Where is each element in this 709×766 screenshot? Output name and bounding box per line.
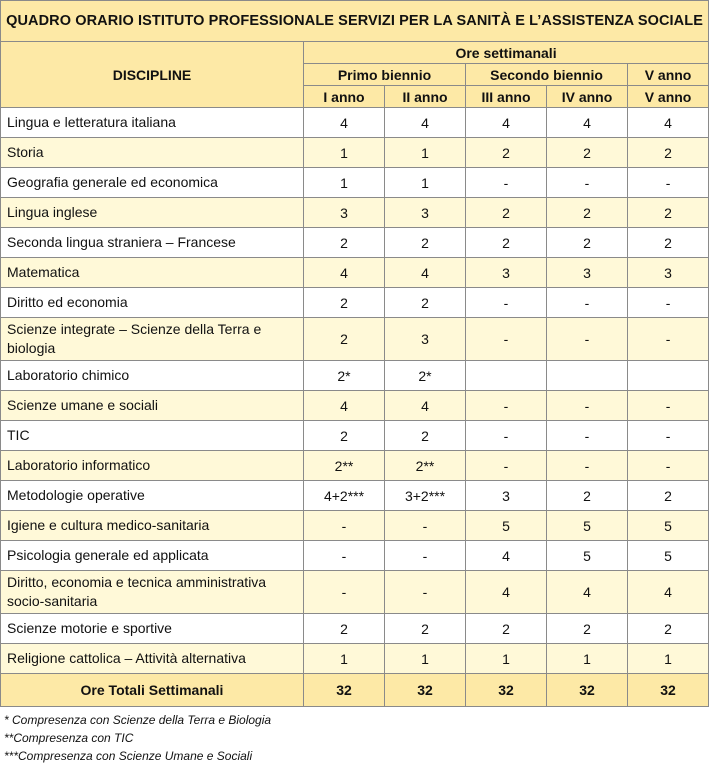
discipline-name: TIC [1,421,304,451]
hours-cell: 1 [385,168,466,198]
hours-cell: 2 [547,481,628,511]
hours-cell: 2 [547,228,628,258]
footnote: ***Compresenza con Scienze Umane e Sociali [4,749,253,763]
table-row [1,614,709,644]
table-row [1,571,709,614]
hours-cell: 2 [466,198,547,228]
discipline-name: Lingua inglese [1,198,304,228]
hours-cell: 2 [385,614,466,644]
discipline-name: Laboratorio chimico [1,361,304,391]
hours-cell: 1 [547,644,628,674]
hours-cell: - [628,451,709,481]
hours-cell: 2 [628,481,709,511]
year-header-2: II anno [385,86,466,108]
table-row [1,138,709,168]
hours-cell: 3 [385,198,466,228]
discipline-name: Storia [1,138,304,168]
year-header-3: III anno [466,86,547,108]
total-hours-cell: 32 [547,674,628,707]
hours-cell: 2 [304,421,385,451]
discipline-name: Lingua e letteratura italiana [1,108,304,138]
table-row [1,481,709,511]
hours-cell: 4 [466,108,547,138]
total-hours-cell: 32 [385,674,466,707]
hours-cell: 1 [385,138,466,168]
hours-cell: - [466,288,547,318]
timetable-body [1,108,709,707]
discipline-name: Diritto ed economia [1,288,304,318]
hours-cell: 4 [385,391,466,421]
hours-cell: 1 [304,138,385,168]
hours-cell: 5 [547,541,628,571]
discipline-name: Geografia generale ed economica [1,168,304,198]
total-row [1,674,709,707]
hours-cell: - [466,451,547,481]
table-row [1,228,709,258]
hours-cell: 1 [304,644,385,674]
discipline-name: Laboratorio informatico [1,451,304,481]
hours-cell: 2 [547,198,628,228]
hours-cell: 1 [628,644,709,674]
hours-cell: 4 [628,571,709,614]
hours-cell: 5 [628,511,709,541]
hours-cell: 3 [628,258,709,288]
group-header-v-anno: V anno [628,64,709,86]
hours-cell: 4 [304,108,385,138]
table-row [1,511,709,541]
hours-cell: 1 [466,644,547,674]
hours-cell: 2 [304,228,385,258]
discipline-name: Psicologia generale ed applicata [1,541,304,571]
table-row [1,108,709,138]
hours-cell: 2 [628,138,709,168]
hours-cell: 2** [385,451,466,481]
table-row [1,391,709,421]
hours-cell: 4 [304,258,385,288]
table-row [1,541,709,571]
hours-cell: 2 [385,288,466,318]
hours-cell: 4 [304,391,385,421]
hours-cell: 5 [547,511,628,541]
hours-cell: - [628,168,709,198]
hours-cell [547,361,628,391]
hours-cell: 4 [547,571,628,614]
hours-cell: - [466,421,547,451]
hours-cell: 2* [304,361,385,391]
footnote: **Compresenza con TIC [4,731,134,745]
hours-cell: 3 [385,318,466,361]
year-header-1: I anno [304,86,385,108]
hours-cell: 2 [547,614,628,644]
hours-cell: 1 [385,644,466,674]
hours-cell: 1 [304,168,385,198]
discipline-name: Seconda lingua straniera – Francese [1,228,304,258]
hours-cell: - [547,318,628,361]
group-header-primo-biennio: Primo biennio [304,64,466,86]
table-row [1,258,709,288]
table-title: QUADRO ORARIO ISTITUTO PROFESSIONALE SERVIZI PER LA SANITÀ E L’ASSISTENZA SOCIALE [1,1,709,42]
hours-cell: 2 [385,421,466,451]
hours-cell: 4 [628,108,709,138]
hours-cell: 4 [385,258,466,288]
year-header-5: V anno [628,86,709,108]
hours-cell: - [547,288,628,318]
hours-cell: 4 [547,108,628,138]
hours-cell: - [466,391,547,421]
hours-cell: 4 [466,541,547,571]
hours-cell: - [304,511,385,541]
hours-cell: 3 [547,258,628,288]
footnote: * Compresenza con Scienze della Terra e Biologia [4,713,272,727]
hours-cell: 4 [385,108,466,138]
hours-cell: - [547,391,628,421]
table-row [1,288,709,318]
hours-cell: 3 [466,258,547,288]
hours-cell: 2 [628,198,709,228]
table-row [1,168,709,198]
total-hours-cell: 32 [628,674,709,707]
hours-cell: 2 [385,228,466,258]
hours-cell: - [628,391,709,421]
hours-cell: 2 [628,614,709,644]
discipline-name: Igiene e cultura medico-sanitaria [1,511,304,541]
hours-cell: - [385,541,466,571]
table-row [1,361,709,391]
discipline-name: Matematica [1,258,304,288]
hours-cell: 4 [466,571,547,614]
hours-cell: 2 [466,614,547,644]
total-label: Ore Totali Settimanali [1,674,304,707]
total-hours-cell: 32 [466,674,547,707]
hours-cell: - [304,571,385,614]
discipline-header: DISCIPLINE [1,42,304,108]
hours-cell [628,361,709,391]
hours-cell: 3 [466,481,547,511]
discipline-name: Scienze integrate – Scienze della Terra e biologia [1,318,304,361]
table-row [1,451,709,481]
footnotes [0,707,709,765]
hours-cell [466,361,547,391]
table-row [1,318,709,361]
hours-cell: - [466,318,547,361]
hours-cell: - [628,288,709,318]
hours-cell: - [547,421,628,451]
table-row [1,644,709,674]
hours-cell: 2* [385,361,466,391]
hours-cell: 2 [466,138,547,168]
hours-cell: - [547,168,628,198]
hours-cell: 2 [547,138,628,168]
hours-cell: - [547,451,628,481]
total-hours-cell: 32 [304,674,385,707]
hours-cell: 2 [304,318,385,361]
hours-cell: 4+2*** [304,481,385,511]
hours-cell: 2 [628,228,709,258]
hours-cell: 3+2*** [385,481,466,511]
hours-cell: - [385,511,466,541]
weekly-hours-header: Ore settimanali [304,42,709,64]
discipline-name: Diritto, economia e tecnica amministrativa socio-sanitaria [1,571,304,614]
hours-cell: 3 [304,198,385,228]
hours-cell: - [628,318,709,361]
discipline-name: Metodologie operative [1,481,304,511]
hours-cell: 2 [304,288,385,318]
hours-cell: 2 [466,228,547,258]
discipline-name: Scienze motorie e sportive [1,614,304,644]
hours-cell: 5 [466,511,547,541]
hours-cell: - [304,541,385,571]
hours-cell: 5 [628,541,709,571]
table-row [1,421,709,451]
discipline-name: Scienze umane e sociali [1,391,304,421]
discipline-name: Religione cattolica – Attività alternativa [1,644,304,674]
group-header-secondo-biennio: Secondo biennio [466,64,628,86]
hours-cell: - [385,571,466,614]
hours-cell: 2** [304,451,385,481]
table-row [1,198,709,228]
year-header-4: IV anno [547,86,628,108]
hours-cell: - [628,421,709,451]
hours-cell: 2 [304,614,385,644]
hours-cell: - [466,168,547,198]
